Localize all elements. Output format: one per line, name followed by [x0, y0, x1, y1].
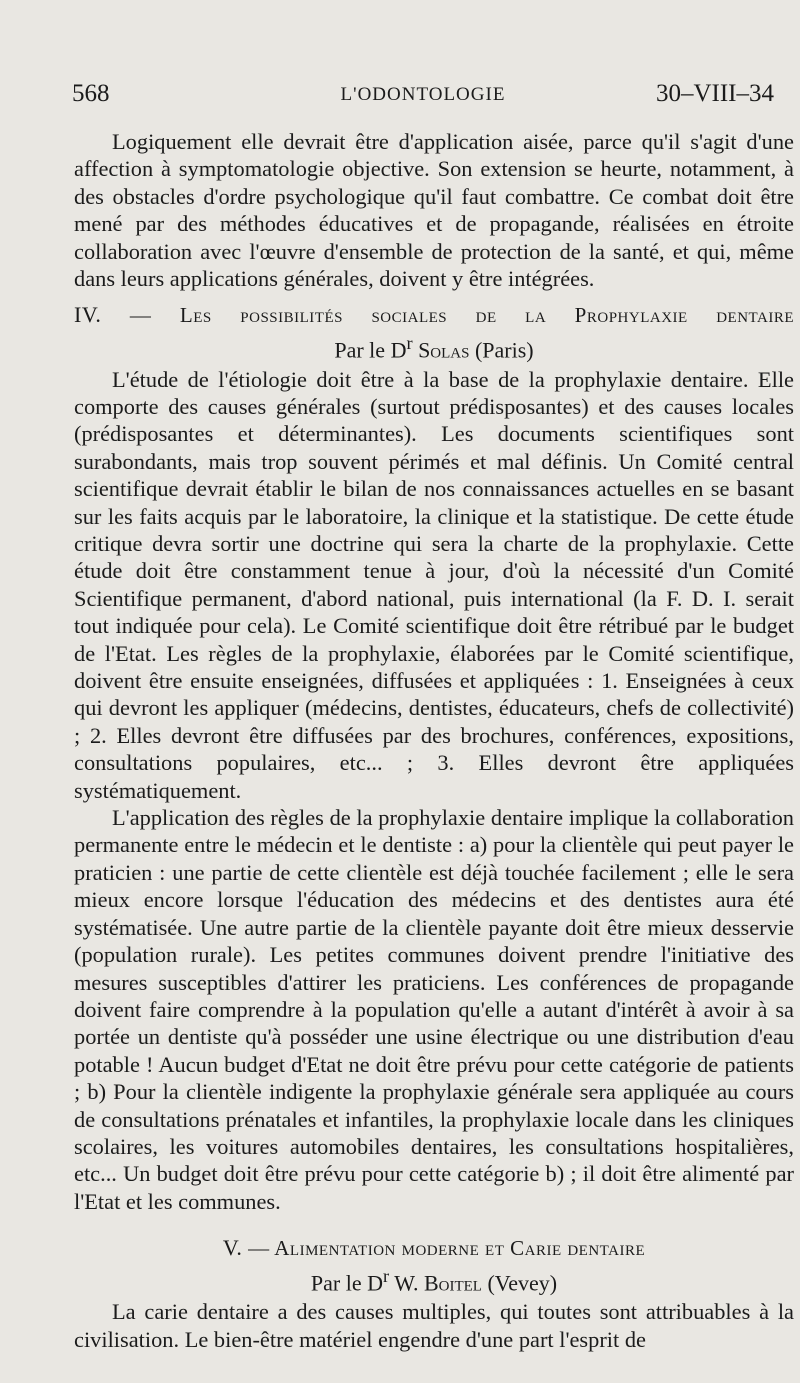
intro-paragraph: Logiquement elle devrait être d'application aisée, parce qu'il s'agit d'une affection à symptomatologie objective. Son extension se heurte, notamment, à des obstacles d'ordre psychologique qu'il faut combattre. Ce combat doit être mené par des méthodes éducatives et de propagande, réalisées en étroite collaboration avec l'œuvre d'ensemble de protection de la santé, et qui, même dans leurs applications générales, doivent y être intégrées. — [74, 129, 794, 292]
section-iv-heading — [74, 301, 794, 329]
byline-author: Boitel — [423, 1269, 482, 1295]
section-v-paragraph-1: La carie dentaire a des causes multiples, qui toutes sont attribuables à la civilisation. Le bien-être matériel engendre d'une part l'esprit de — [74, 1299, 794, 1352]
byline-city: (Paris) — [474, 337, 534, 363]
section-iv-number: IV. — [74, 302, 102, 328]
section-v-title: Alimentation moderne et Carie dentaire — [274, 1236, 646, 1261]
section-iv-title: Les possibilités sociales de la Prophylaxie dentaire — [179, 303, 794, 328]
issue-date: 30–VIII–34 — [655, 80, 774, 107]
section-v-heading — [74, 1234, 794, 1262]
section-v-number: V. — [222, 1235, 243, 1261]
byline-sup: r — [382, 1265, 390, 1286]
byline-city: (Vevey) — [487, 1269, 558, 1295]
byline-sup: r — [406, 332, 413, 353]
page-number: 568 — [72, 80, 110, 107]
body-text — [74, 128, 794, 1353]
section-iv-byline — [74, 330, 794, 364]
running-header — [72, 80, 774, 110]
byline-author: Solas — [418, 337, 470, 363]
section-iv-dash: — — [129, 303, 152, 328]
byline-initial: W. — [394, 1269, 419, 1295]
byline-prefix: Par le D — [334, 337, 407, 363]
section-v-byline — [74, 1263, 794, 1297]
section-v-dash: — — [248, 1236, 270, 1261]
section-iv-paragraph-1: L'étude de l'étiologie doit être à la base de la prophylaxie dentaire. Elle comporte des causes générales (surtout prédisposantes) et des causes locales (prédisposantes et déterminantes). Les documents scientifiques sont surabondants, mais trop souvent périmés et mal définis. Un Comité central scientifique devrait établir le bilan de nos connaissances actuelles en se basant sur les faits acquis par le laboratoire, la clinique et la statistique. De cette étude critique devra sortir une doctrine qui sera la charte de la prophylaxie. Cette étude doit être constamment tenue à jour, d'où la nécessité d'un Comité Scientifique permanent, d'abord national, puis international (la F. D. I. serait tout indiquée pour cela). Le Comité scientifique doit être rétribué par le budget de l'Etat. Les règles de la prophylaxie, élaborées par le Comité scientifique, doivent être ensuite enseignées, diffusées et appliquées : 1. Enseignées à ceux qui devront les appliquer (médecins, dentistes, éducateurs, chefs de collectivité) ; 2. Elles devront être diffusées par des brochures, conférences, expositions, consultations populaires, etc... ; 3. Elles devront être appliquées systématiquement. — [74, 366, 794, 803]
section-iv-paragraph-2: L'application des règles de la prophylaxie dentaire implique la collaboration permanente entre le médecin et le dentiste : a) pour la clientèle qui peut payer le praticien : une partie de cette clientèle est déjà touchée facilement ; elle le sera mieux encore lorsque l'éducation des médecins et des dentistes aura été systématisée. Une autre partie de la clientèle payante doit être mieux desservie (population rurale). Les petites communes doivent prendre l'initiative des mesures susceptibles d'attirer les praticiens. Les conférences de propagande doivent faire comprendre à la population qu'elle a autant d'intérêt à avoir à sa portée un dentiste qu'à posséder une usine électrique ou une distribution d'eau potable ! Aucun budget d'Etat ne doit être prévu pour cette catégorie de patients ; b) Pour la clientèle indigente la prophylaxie générale sera appliquée au cours de consultations prénatales et infantiles, la prophylaxie locale dans les cliniques scolaires, les voitures automobiles dentaires, les consultations hospitalières, etc... Un budget doit être prévu pour cette catégorie b) ; il doit être alimenté par l'Etat et les communes. — [74, 805, 794, 1214]
journal-title: L'ODONTOLOGIE — [340, 84, 506, 105]
byline-prefix: Par le D — [310, 1269, 383, 1295]
